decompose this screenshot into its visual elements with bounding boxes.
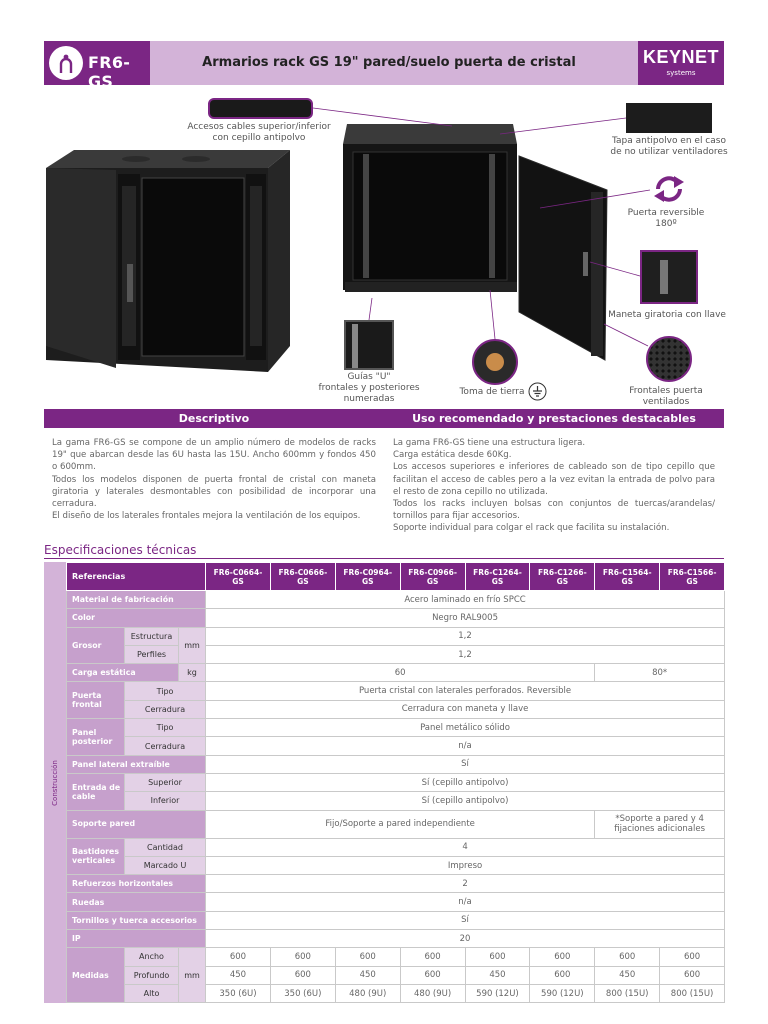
cell-value: Sí xyxy=(206,911,725,929)
model-header: FR6-C0966-GS xyxy=(400,563,465,591)
cell-value: Sí (cepillo antipolvo) xyxy=(206,773,725,791)
row-label: Panel lateral extraíble xyxy=(67,755,206,773)
row-label: Material de fabricación xyxy=(67,591,206,609)
cell-value: n/a xyxy=(206,737,725,755)
uso-paragraph: Soporte individual para colgar el rack que facilita su instalación. xyxy=(393,523,670,534)
callout-tapa: Tapa antipolvo en el caso de no utilizar ventiladores xyxy=(610,136,728,157)
specs-divider xyxy=(44,558,724,559)
row-label: Soporte pared xyxy=(67,810,206,838)
cell-value: 600 xyxy=(400,948,465,966)
row-label: Bastidores verticales xyxy=(67,838,125,875)
cell-value: 80* xyxy=(595,664,725,682)
table-row xyxy=(67,755,725,773)
model-header: FR6-C1564-GS xyxy=(595,563,660,591)
cell-value: 800 (15U) xyxy=(660,984,725,1002)
cell-value: 600 xyxy=(206,948,271,966)
sub-label: Tipo xyxy=(125,719,206,737)
table-row xyxy=(67,682,725,700)
table-row xyxy=(67,838,725,856)
row-label: IP xyxy=(67,930,206,948)
cell-value: 60 xyxy=(206,664,595,682)
cell-value: Sí xyxy=(206,755,725,773)
sub-label: Tipo xyxy=(125,682,206,700)
table-row xyxy=(67,609,725,627)
cell-value: 450 xyxy=(465,966,530,984)
cell-value: 600 xyxy=(465,948,530,966)
cell-value: 600 xyxy=(660,966,725,984)
cell-value: Impreso xyxy=(206,856,725,874)
cell-value: 600 xyxy=(335,948,400,966)
model-header: FR6-C0666-GS xyxy=(270,563,335,591)
cell-value: n/a xyxy=(206,893,725,911)
cell-value: 600 xyxy=(530,966,595,984)
uso-paragraph: Todos los racks incluyen bolsas con conjuntos de tuercas/arandelas/ tornillos para fijar accesorios. xyxy=(393,499,715,522)
cell-value: 590 (12U) xyxy=(530,984,595,1002)
sub-label: Alto xyxy=(125,984,179,1002)
cell-value: 350 (6U) xyxy=(270,984,335,1002)
side-label-text: Construcción xyxy=(51,759,59,806)
ref-label: Referencias xyxy=(67,563,206,591)
row-label: Tornillos y tuerca accesorios xyxy=(67,911,206,929)
table-row xyxy=(67,700,725,718)
callout-puerta-reversible: Puerta reversible 180º xyxy=(627,208,705,229)
table-row xyxy=(67,719,725,737)
desc-paragraph: Todos los modelos disponen de puerta frontal de cristal con maneta giratoria y laterales desmontables con posibilidad de incorporar una cerradura. xyxy=(52,474,376,510)
table-row xyxy=(67,948,725,966)
construction-side-label xyxy=(44,562,66,1003)
unit-label: mm xyxy=(179,627,206,664)
product-code: FR6-GS xyxy=(88,53,131,91)
callout-maneta: Maneta giratoria con llave xyxy=(608,310,726,320)
row-label: Refuerzos horizontales xyxy=(67,875,206,893)
descriptivo-header: Descriptivo xyxy=(44,409,384,428)
sub-label: Cerradura xyxy=(125,737,206,755)
unit-label: mm xyxy=(179,948,206,1003)
cell-value: 1,2 xyxy=(206,627,725,645)
specs-title: Especificaciones técnicas xyxy=(44,543,197,557)
cell-value: Sí (cepillo antipolvo) xyxy=(206,792,725,810)
sub-label: Cerradura xyxy=(125,700,206,718)
descriptivo-text xyxy=(52,437,376,522)
row-label: Medidas xyxy=(67,948,125,1003)
sub-label: Profundo xyxy=(125,966,179,984)
unit-label: kg xyxy=(179,664,206,682)
uso-paragraph: Carga estática desde 60Kg. xyxy=(393,450,512,461)
cell-value: 600 xyxy=(270,948,335,966)
cell-value: *Soporte a pared y 4 fijaciones adicionales xyxy=(595,810,725,838)
row-label: Carga estática xyxy=(67,664,179,682)
row-label: Ruedas xyxy=(67,893,206,911)
callout-frontales: Frontales puerta ventilados xyxy=(629,386,703,407)
model-header: FR6-C1566-GS xyxy=(660,563,725,591)
cell-value: Acero laminado en frío SPCC xyxy=(206,591,725,609)
cell-value: 480 (9U) xyxy=(400,984,465,1002)
table-row xyxy=(67,627,725,645)
uso-header: Uso recomendado y prestaciones destacables xyxy=(384,409,724,428)
table-row xyxy=(67,773,725,791)
cell-value: 4 xyxy=(206,838,725,856)
model-header: FR6-C0964-GS xyxy=(335,563,400,591)
desc-paragraph: El diseño de los laterales frontales mejora la ventilación de los equipos. xyxy=(52,511,361,522)
table-row xyxy=(67,664,725,682)
sub-label: Superior xyxy=(125,773,206,791)
table-row xyxy=(67,591,725,609)
model-header: FR6-C0664-GS xyxy=(206,563,271,591)
row-label: Entrada de cable xyxy=(67,773,125,810)
table-row xyxy=(67,737,725,755)
callout-toma: Toma de tierra xyxy=(459,387,525,397)
cell-value: 350 (6U) xyxy=(206,984,271,1002)
callout-lines xyxy=(0,0,768,420)
table-row xyxy=(67,792,725,810)
uso-text xyxy=(393,437,715,535)
desc-paragraph: La gama FR6-GS se compone de un amplio número de modelos de racks 19" que abarcan desde las 6U hasta las 15U. Ancho 600mm y fondos 450 o 600mm. xyxy=(52,438,376,473)
table-row xyxy=(67,875,725,893)
row-label: Grosor xyxy=(67,627,125,664)
table-row xyxy=(67,893,725,911)
specs-table xyxy=(66,562,725,1003)
table-row xyxy=(67,856,725,874)
model-header: FR6-C1264-GS xyxy=(465,563,530,591)
cell-value: 450 xyxy=(595,966,660,984)
sub-label: Perfiles xyxy=(125,645,179,663)
brand-name: KEYNET xyxy=(642,47,719,67)
cell-value: 600 xyxy=(400,966,465,984)
table-row xyxy=(67,930,725,948)
table-row xyxy=(67,810,725,838)
cell-value: 600 xyxy=(595,948,660,966)
brand-subtitle: systems xyxy=(666,69,696,77)
callout-accesos: Accesos cables superior/inferior con cepillo antipolvo xyxy=(187,122,331,143)
cell-value: 600 xyxy=(270,966,335,984)
model-header: FR6-C1266-GS xyxy=(530,563,595,591)
cell-value: 20 xyxy=(206,930,725,948)
cell-value: 2 xyxy=(206,875,725,893)
uso-paragraph: La gama FR6-GS tiene una estructura ligera. xyxy=(393,438,586,448)
row-label: Puerta frontal xyxy=(67,682,125,719)
uso-paragraph: Los accesos superiores e inferiores de cableado son de tipo cepillo que facilitan el acceso de cables pero a la vez evitan la entrada de polvo para el resto de zona cepillo no utilizada. xyxy=(393,462,715,497)
cell-value: 600 xyxy=(660,948,725,966)
sub-label: Inferior xyxy=(125,792,206,810)
cell-value: Negro RAL9005 xyxy=(206,609,725,627)
row-label: Color xyxy=(67,609,206,627)
cell-value: 1,2 xyxy=(206,645,725,663)
page-title: Armarios rack GS 19" pared/suelo puerta de cristal xyxy=(202,55,576,70)
cell-value: 450 xyxy=(335,966,400,984)
sub-label: Estructura xyxy=(125,627,179,645)
table-row xyxy=(67,645,725,663)
cell-value: Cerradura con maneta y llave xyxy=(206,700,725,718)
cell-value: 450 xyxy=(206,966,271,984)
table-row xyxy=(67,966,725,984)
cell-value: 800 (15U) xyxy=(595,984,660,1002)
sub-label: Ancho xyxy=(125,948,179,966)
cell-value: Fijo/Soporte a pared independiente xyxy=(206,810,595,838)
table-row xyxy=(67,984,725,1002)
sub-label: Cantidad xyxy=(125,838,206,856)
sub-label: Marcado U xyxy=(125,856,206,874)
callout-guias: Guías "U" frontales y posteriores numeradas xyxy=(318,372,420,404)
row-label: Panel posterior xyxy=(67,719,125,756)
cell-value: Puerta cristal con laterales perforados. Reversible xyxy=(206,682,725,700)
cell-value: Panel metálico sólido xyxy=(206,719,725,737)
cell-value: 480 (9U) xyxy=(335,984,400,1002)
cell-value: 590 (12U) xyxy=(465,984,530,1002)
cell-value: 600 xyxy=(530,948,595,966)
table-row xyxy=(67,911,725,929)
table-header-row xyxy=(67,563,725,591)
